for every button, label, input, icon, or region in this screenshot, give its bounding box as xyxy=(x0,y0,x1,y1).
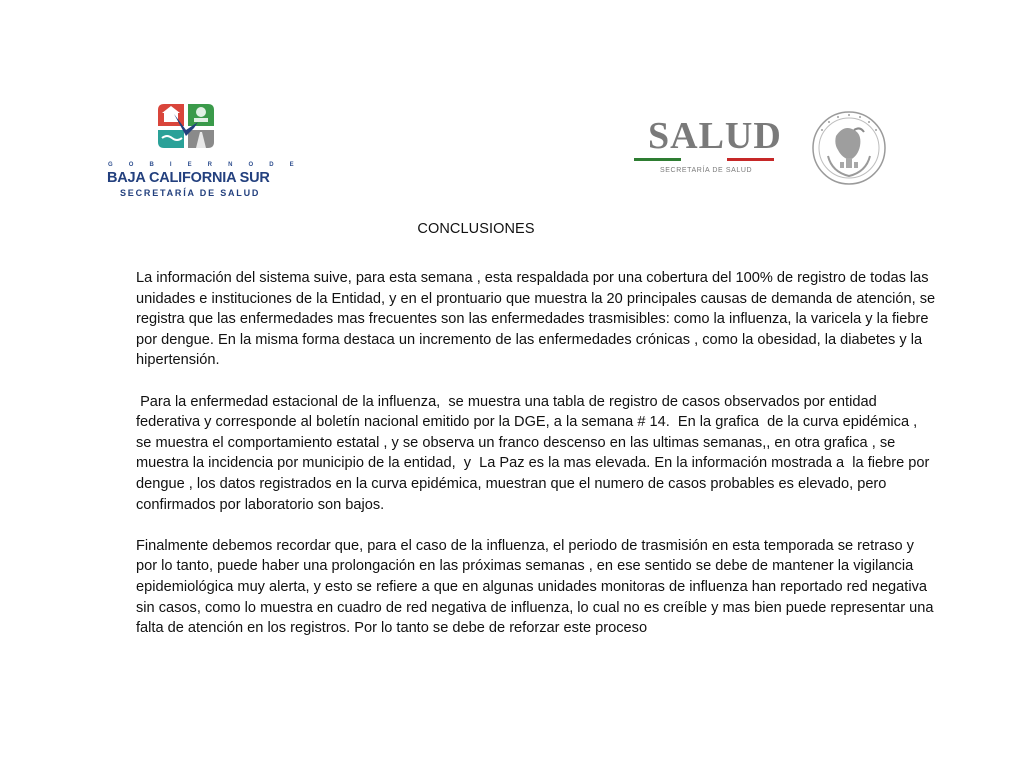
mexican-coat-of-arms-seal-icon xyxy=(810,106,888,190)
bcs-emblem-icon xyxy=(154,100,218,152)
paragraph-3: Finalmente debemos recordar que, para el caso de la influenza, el periodo de trasmisión en esta temporada se retraso y por lo tanto, puede haber una prolongación en las próximas semanas , en ese sentido se debe de mantener la vigilancia epidemiológica muy alerta, y esto se refiere a que en algunas unidades monitoras de influenza han reportado red negativa sin casos, como lo muestra en cuadro de red negativa de influenza, lo cual no es creíble y mas bien puede representar una falta de atención en los registros. Por lo tanto se debe de reforzar este proceso xyxy=(136,537,934,637)
salud-logo xyxy=(630,104,892,194)
secretaria-de-salud-label: SECRETARÍA DE SALUD xyxy=(120,188,261,198)
document-body xyxy=(136,268,936,639)
paragraph-2: Para la enfermedad estacional de la influenza, se muestra una tabla de registro de casos observados por entidad federativa y corresponde al boletín nacional emitido por la DGE, a la semana # 14. En la grafica de la curva epidémica , se muestra el comportamiento estatal , y se observa un franco descenso en las ultimas semanas,, en otra grafica , se muestra la incidencia por municipio de la entidad, y La Paz es la mas elevada. En la información mostrada a la fiebre por dengue , los datos registrados en la curva epidémica, muestran que el numero de casos probables es elevado, pero confirmados por laboratorio son bajos. xyxy=(136,393,934,513)
document-title xyxy=(0,221,952,237)
baja-california-sur-logo xyxy=(104,96,301,204)
baja-california-sur-label: BAJA CALIFORNIA SUR xyxy=(107,170,270,186)
salud-color-bar xyxy=(634,158,774,161)
document-title-text: CONCLUSIONES xyxy=(417,221,535,237)
salud-wordmark: SALUD xyxy=(648,115,782,157)
salud-subtitle: SECRETARÍA DE SALUD xyxy=(660,167,753,174)
paragraph-1: La información del sistema suive, para esta semana , esta respaldada por una cobertura del 100% de registro de todas las unidades e instituciones de la Entidad, y en el prontuario que muestra la 20 principales causas de demanda de atención, se registra que las enfermedades mas frecuentes son las enfermedades trasmisibles: como la influenza, la varicela y la fiebre por dengue. En la misma forma destaca un incremento de las enfermedades crónicas , como la obesidad, la diabetes y la hipertensión. xyxy=(136,270,936,369)
gobierno-de-label: G O B I E R N O D E xyxy=(108,162,301,168)
